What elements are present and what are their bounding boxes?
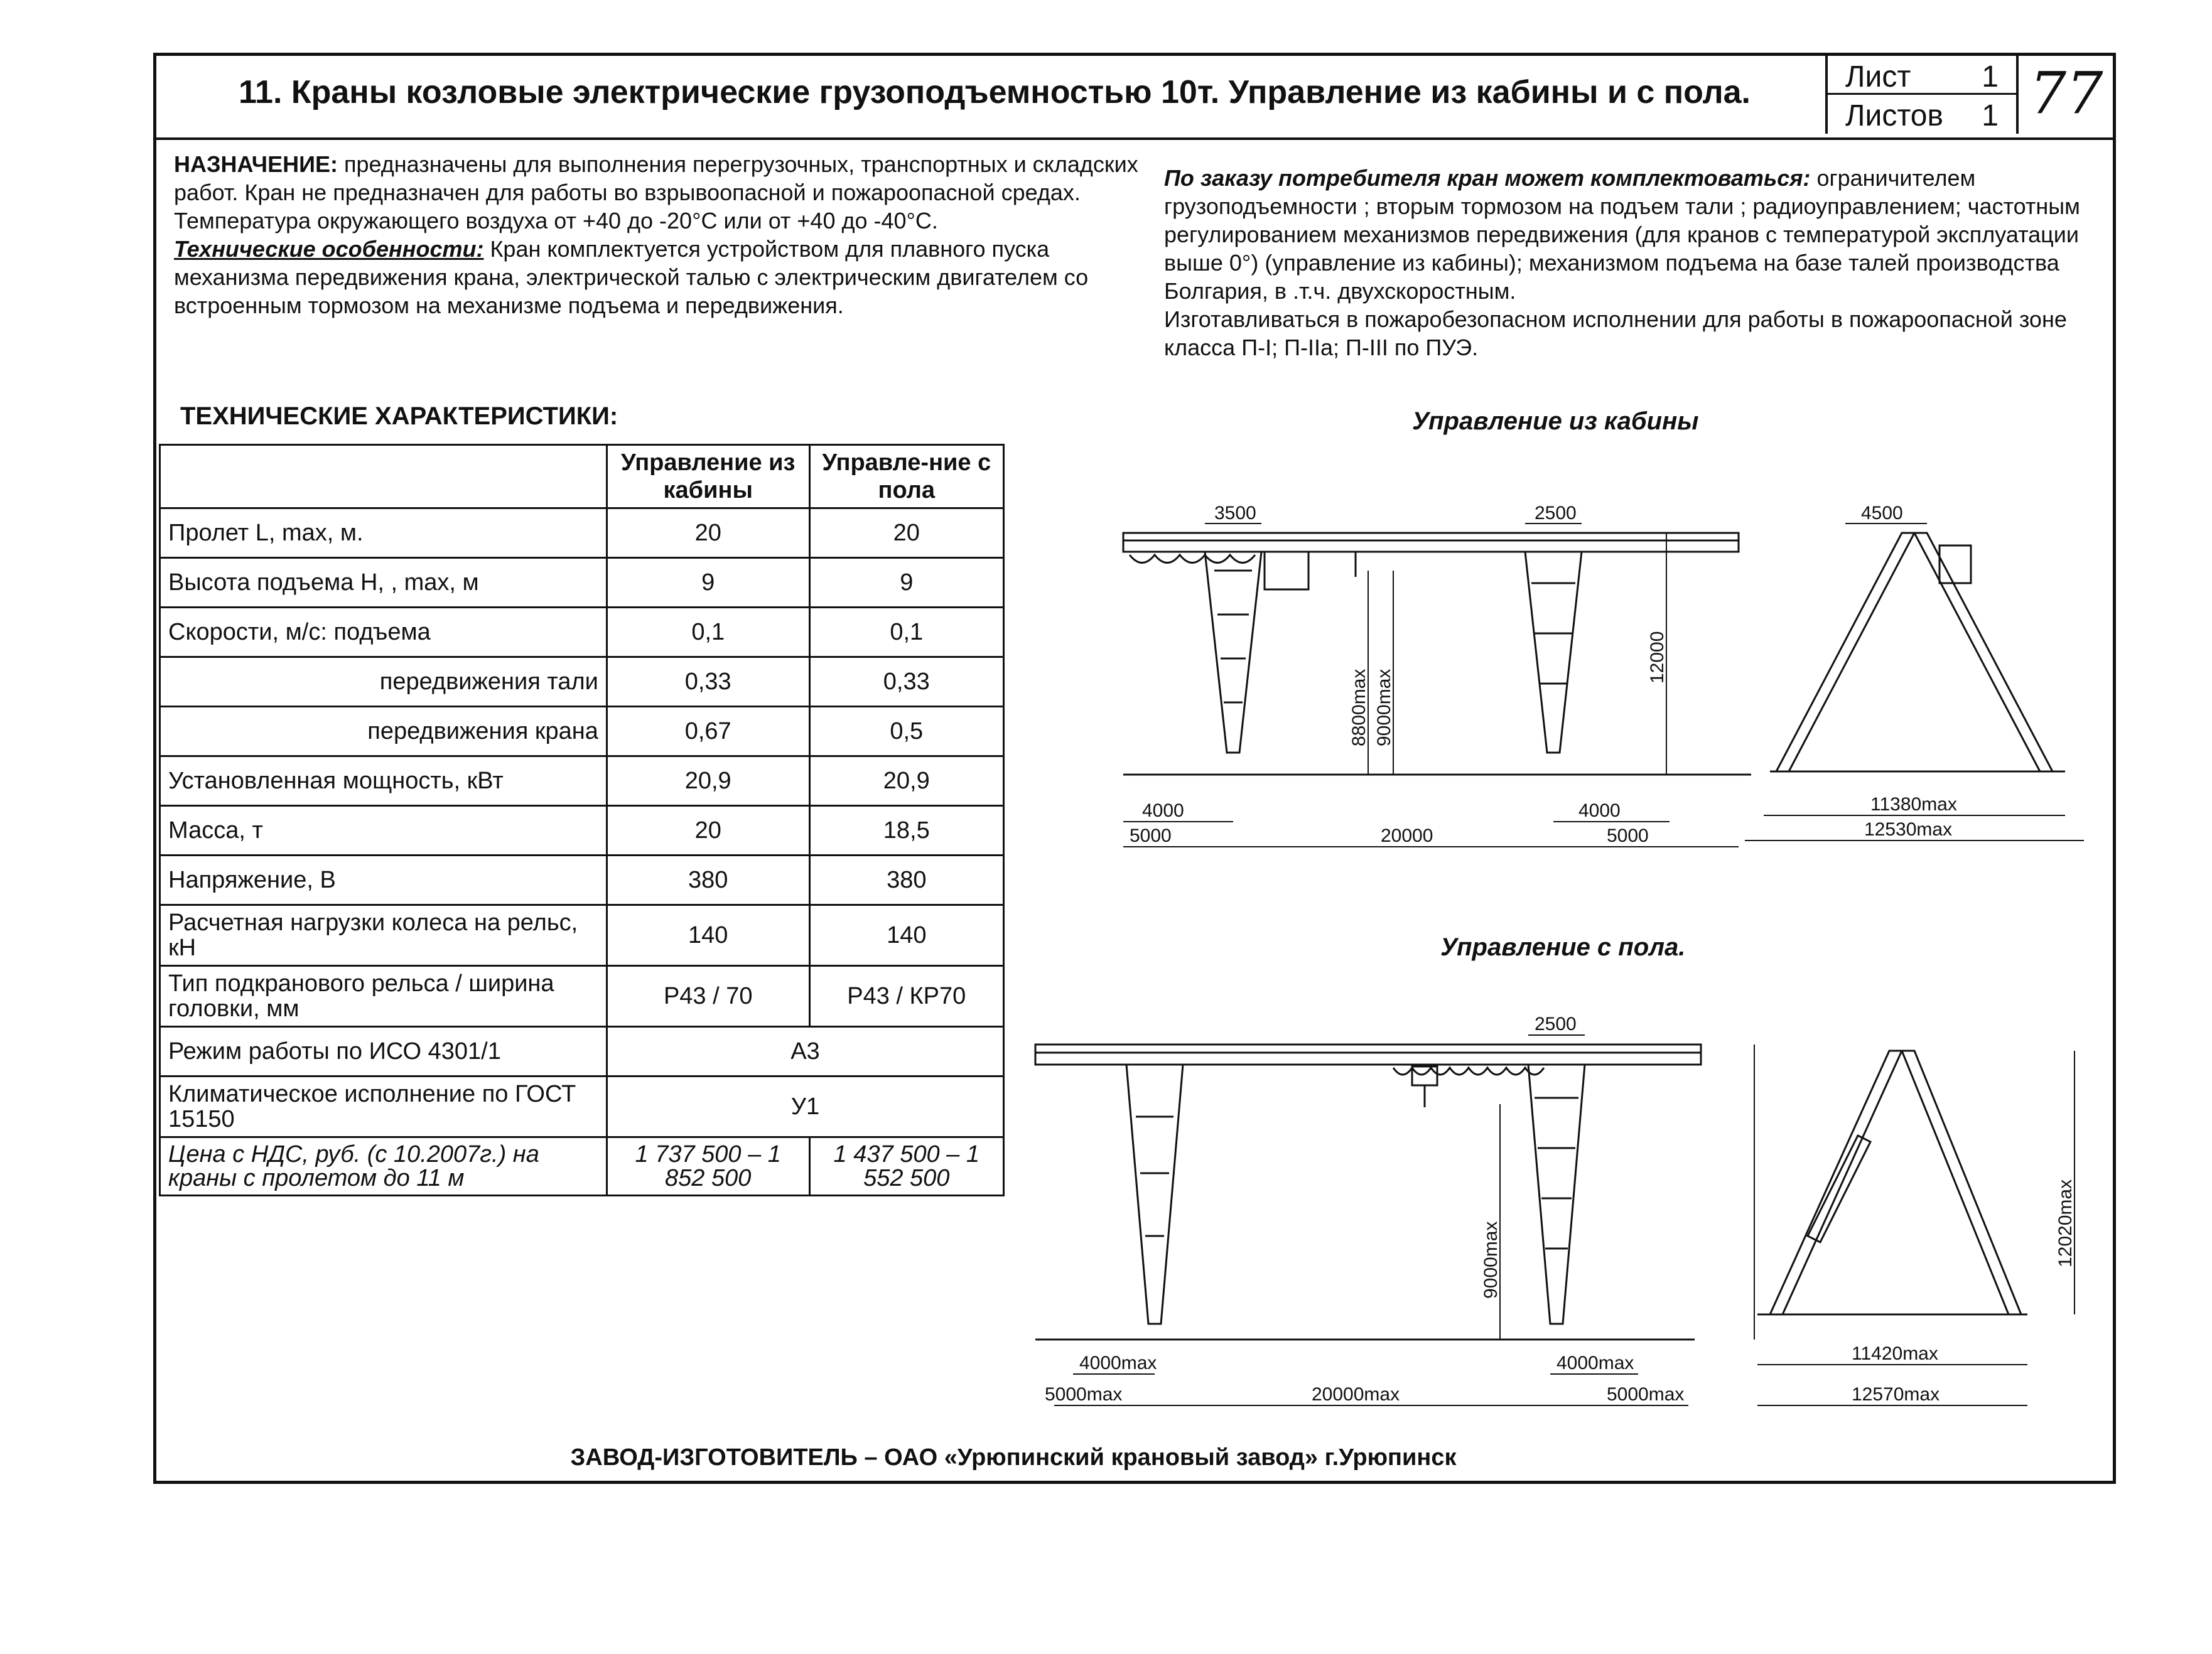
row-label: Климатическое исполнение по ГОСТ 15150 [160, 1077, 607, 1137]
document-sheet [153, 53, 2116, 1484]
dim-5000-right: 5000 [1607, 825, 1649, 846]
table-row [160, 558, 1004, 608]
title-block [156, 56, 2113, 140]
table-row [160, 657, 1004, 707]
floor-value: 0,33 [809, 657, 1003, 707]
specs-header-cabin: Управление из кабины [607, 445, 809, 508]
floor-value: Р43 / КР70 [809, 966, 1003, 1027]
specs-header-row [160, 445, 1004, 508]
dim-2500: 2500 [1535, 503, 1577, 524]
dim-9000max: 9000max [1481, 1221, 1501, 1299]
sheet-value: 1 [1982, 60, 1999, 94]
sheet-label: Лист [1845, 60, 1911, 94]
row-label: передвижения крана [160, 707, 607, 756]
floor-crane-drawing [1017, 972, 2103, 1437]
temperature-text: Температура окружающего воздуха от +40 до -20°С или от +40 до -40°С. [174, 208, 938, 234]
row-label: Режим работы по ИСО 4301/1 [160, 1027, 607, 1077]
table-row [160, 856, 1004, 905]
row-label: Расчетная нагрузки колеса на рельс, кН [160, 905, 607, 966]
table-row [160, 608, 1004, 657]
sheets-value: 1 [1982, 99, 1999, 132]
specs-header-floor: Управле-ние с пола [809, 445, 1003, 508]
purpose-label: НАЗНАЧЕНИЕ: [174, 151, 338, 177]
row-label: Тип подкранового рельса / ширина головки, мм [160, 966, 607, 1027]
manufacturer-footer: ЗАВОД-ИЗГОТОВИТЕЛЬ – ОАО «Урюпинский крановый завод» г.Урюпинск [570, 1444, 1457, 1471]
floor-value: 18,5 [809, 806, 1003, 856]
floor-value: 9 [809, 558, 1003, 608]
dim-12020max: 12020max [2055, 1179, 2076, 1267]
page-title: 11. Краны козловые электрические грузоподъемностью 10т. Управление из кабины и с пола. [239, 74, 1751, 110]
cabin-value: 1 737 500 – 1 852 500 [607, 1137, 809, 1196]
table-row [160, 905, 1004, 966]
row-label: Напряжение, В [160, 856, 607, 905]
dim-2500: 2500 [1535, 1014, 1577, 1034]
dim-20000: 20000 [1381, 825, 1433, 846]
specs-header-empty [160, 445, 607, 508]
table-row [160, 806, 1004, 856]
sheet-counter-box [1825, 56, 2019, 134]
cabin-value: 140 [607, 905, 809, 966]
dim-11380max: 11380max [1870, 794, 1957, 815]
row-label: Скорости, м/с: подъема [160, 608, 607, 657]
dim-12570max: 12570max [1852, 1384, 1940, 1405]
row-label: Высота подъема Н, , max, м [160, 558, 607, 608]
sheets-row [1828, 95, 2016, 134]
options-paragraph [1164, 164, 2087, 362]
cabin-value: 20 [607, 508, 809, 558]
floor-drawing-caption: Управление с пола. [1440, 933, 1686, 961]
specs-table [159, 444, 1005, 1196]
cabin-drawing-caption: Управление из кабины [1412, 407, 1699, 435]
cabin-crane-drawing [1086, 458, 2103, 910]
floor-value: 20,9 [809, 756, 1003, 806]
dim-5000-left: 5000 [1130, 825, 1172, 846]
features-text: Кран комплектуется устройством для плавного пуска механизма передвижения крана, электрической талью с электрическим двигателем со встроенным тормозом на механизме подъема и передвижения. [174, 236, 1089, 318]
specs-title: ТЕХНИЧЕСКИЕ ХАРАКТЕРИСТИКИ: [180, 402, 618, 430]
table-row [160, 707, 1004, 756]
dim-9000max: 9000max [1374, 669, 1395, 746]
merged-value: У1 [607, 1077, 1003, 1137]
cabin-value: 380 [607, 856, 809, 905]
row-label: передвижения тали [160, 657, 607, 707]
merged-value: А3 [607, 1027, 1003, 1077]
floor-value: 0,5 [809, 707, 1003, 756]
sheet-row [1828, 56, 2016, 95]
floor-value: 0,1 [809, 608, 1003, 657]
sheets-label: Листов [1845, 99, 1943, 132]
purpose-text: предназначены для выполнения перегрузочных, транспортных и складских работ. Кран не предназначен для работы во взрывоопасной и пожароопасной средах. [174, 151, 1138, 205]
dim-4000max-left: 4000max [1079, 1353, 1157, 1373]
options-text: ограничителем грузоподъемности ; вторым тормозом на подъем тали ; радиоуправлением; частотным регулированием механизмов передвижения (для кранов с температурой эксплуатации выше 0°) (управление из кабины); механизмом подъема на базе талей производства Болгария, в .т.ч. двухскоростным. [1164, 165, 2080, 304]
row-label: Установленная мощность, кВт [160, 756, 607, 806]
options-label: По заказу потребителя кран может комплектоваться: [1164, 165, 1811, 191]
dim-4000-right: 4000 [1578, 800, 1621, 821]
purpose-paragraph [174, 150, 1166, 320]
table-row [160, 1027, 1004, 1077]
table-row [160, 508, 1004, 558]
features-label: Технические особенности: [174, 236, 484, 262]
dim-5000max-left: 5000max [1045, 1384, 1123, 1405]
explosion-proof-text: Изготавливаться в пожаробезопасном исполнении для работы в пожароопасной зоне класса П-I; П-IIа; П-III по ПУЭ. [1164, 306, 2067, 360]
cabin-value: Р43 / 70 [607, 966, 809, 1027]
dim-20000max: 20000max [1312, 1384, 1400, 1405]
dim-5000max-right: 5000max [1607, 1384, 1685, 1405]
handwritten-page-number: 77 [2029, 60, 2103, 127]
table-row [160, 966, 1004, 1027]
dim-3500: 3500 [1214, 503, 1256, 524]
table-row [160, 756, 1004, 806]
floor-value: 1 437 500 – 1 552 500 [809, 1137, 1003, 1196]
floor-value: 20 [809, 508, 1003, 558]
floor-value: 380 [809, 856, 1003, 905]
floor-value: 140 [809, 905, 1003, 966]
row-label: Пролет L, max, м. [160, 508, 607, 558]
dim-11420max: 11420max [1852, 1343, 1938, 1364]
row-label: Цена с НДС, руб. (с 10.2007г.) на краны с пролетом до 11 м [160, 1137, 607, 1196]
cabin-value: 9 [607, 558, 809, 608]
table-row [160, 1077, 1004, 1137]
dim-4000max-right: 4000max [1556, 1353, 1634, 1373]
row-label: Масса, т [160, 806, 607, 856]
cabin-value: 0,1 [607, 608, 809, 657]
dim-12530max: 12530max [1864, 819, 1953, 840]
cabin-value: 0,33 [607, 657, 809, 707]
dim-4500: 4500 [1861, 503, 1903, 524]
dim-4000-left: 4000 [1142, 800, 1184, 821]
cabin-value: 0,67 [607, 707, 809, 756]
cabin-value: 20,9 [607, 756, 809, 806]
dim-12000: 12000 [1647, 631, 1668, 684]
dim-8800max: 8800max [1349, 669, 1369, 746]
cabin-value: 20 [607, 806, 809, 856]
price-row [160, 1137, 1004, 1196]
